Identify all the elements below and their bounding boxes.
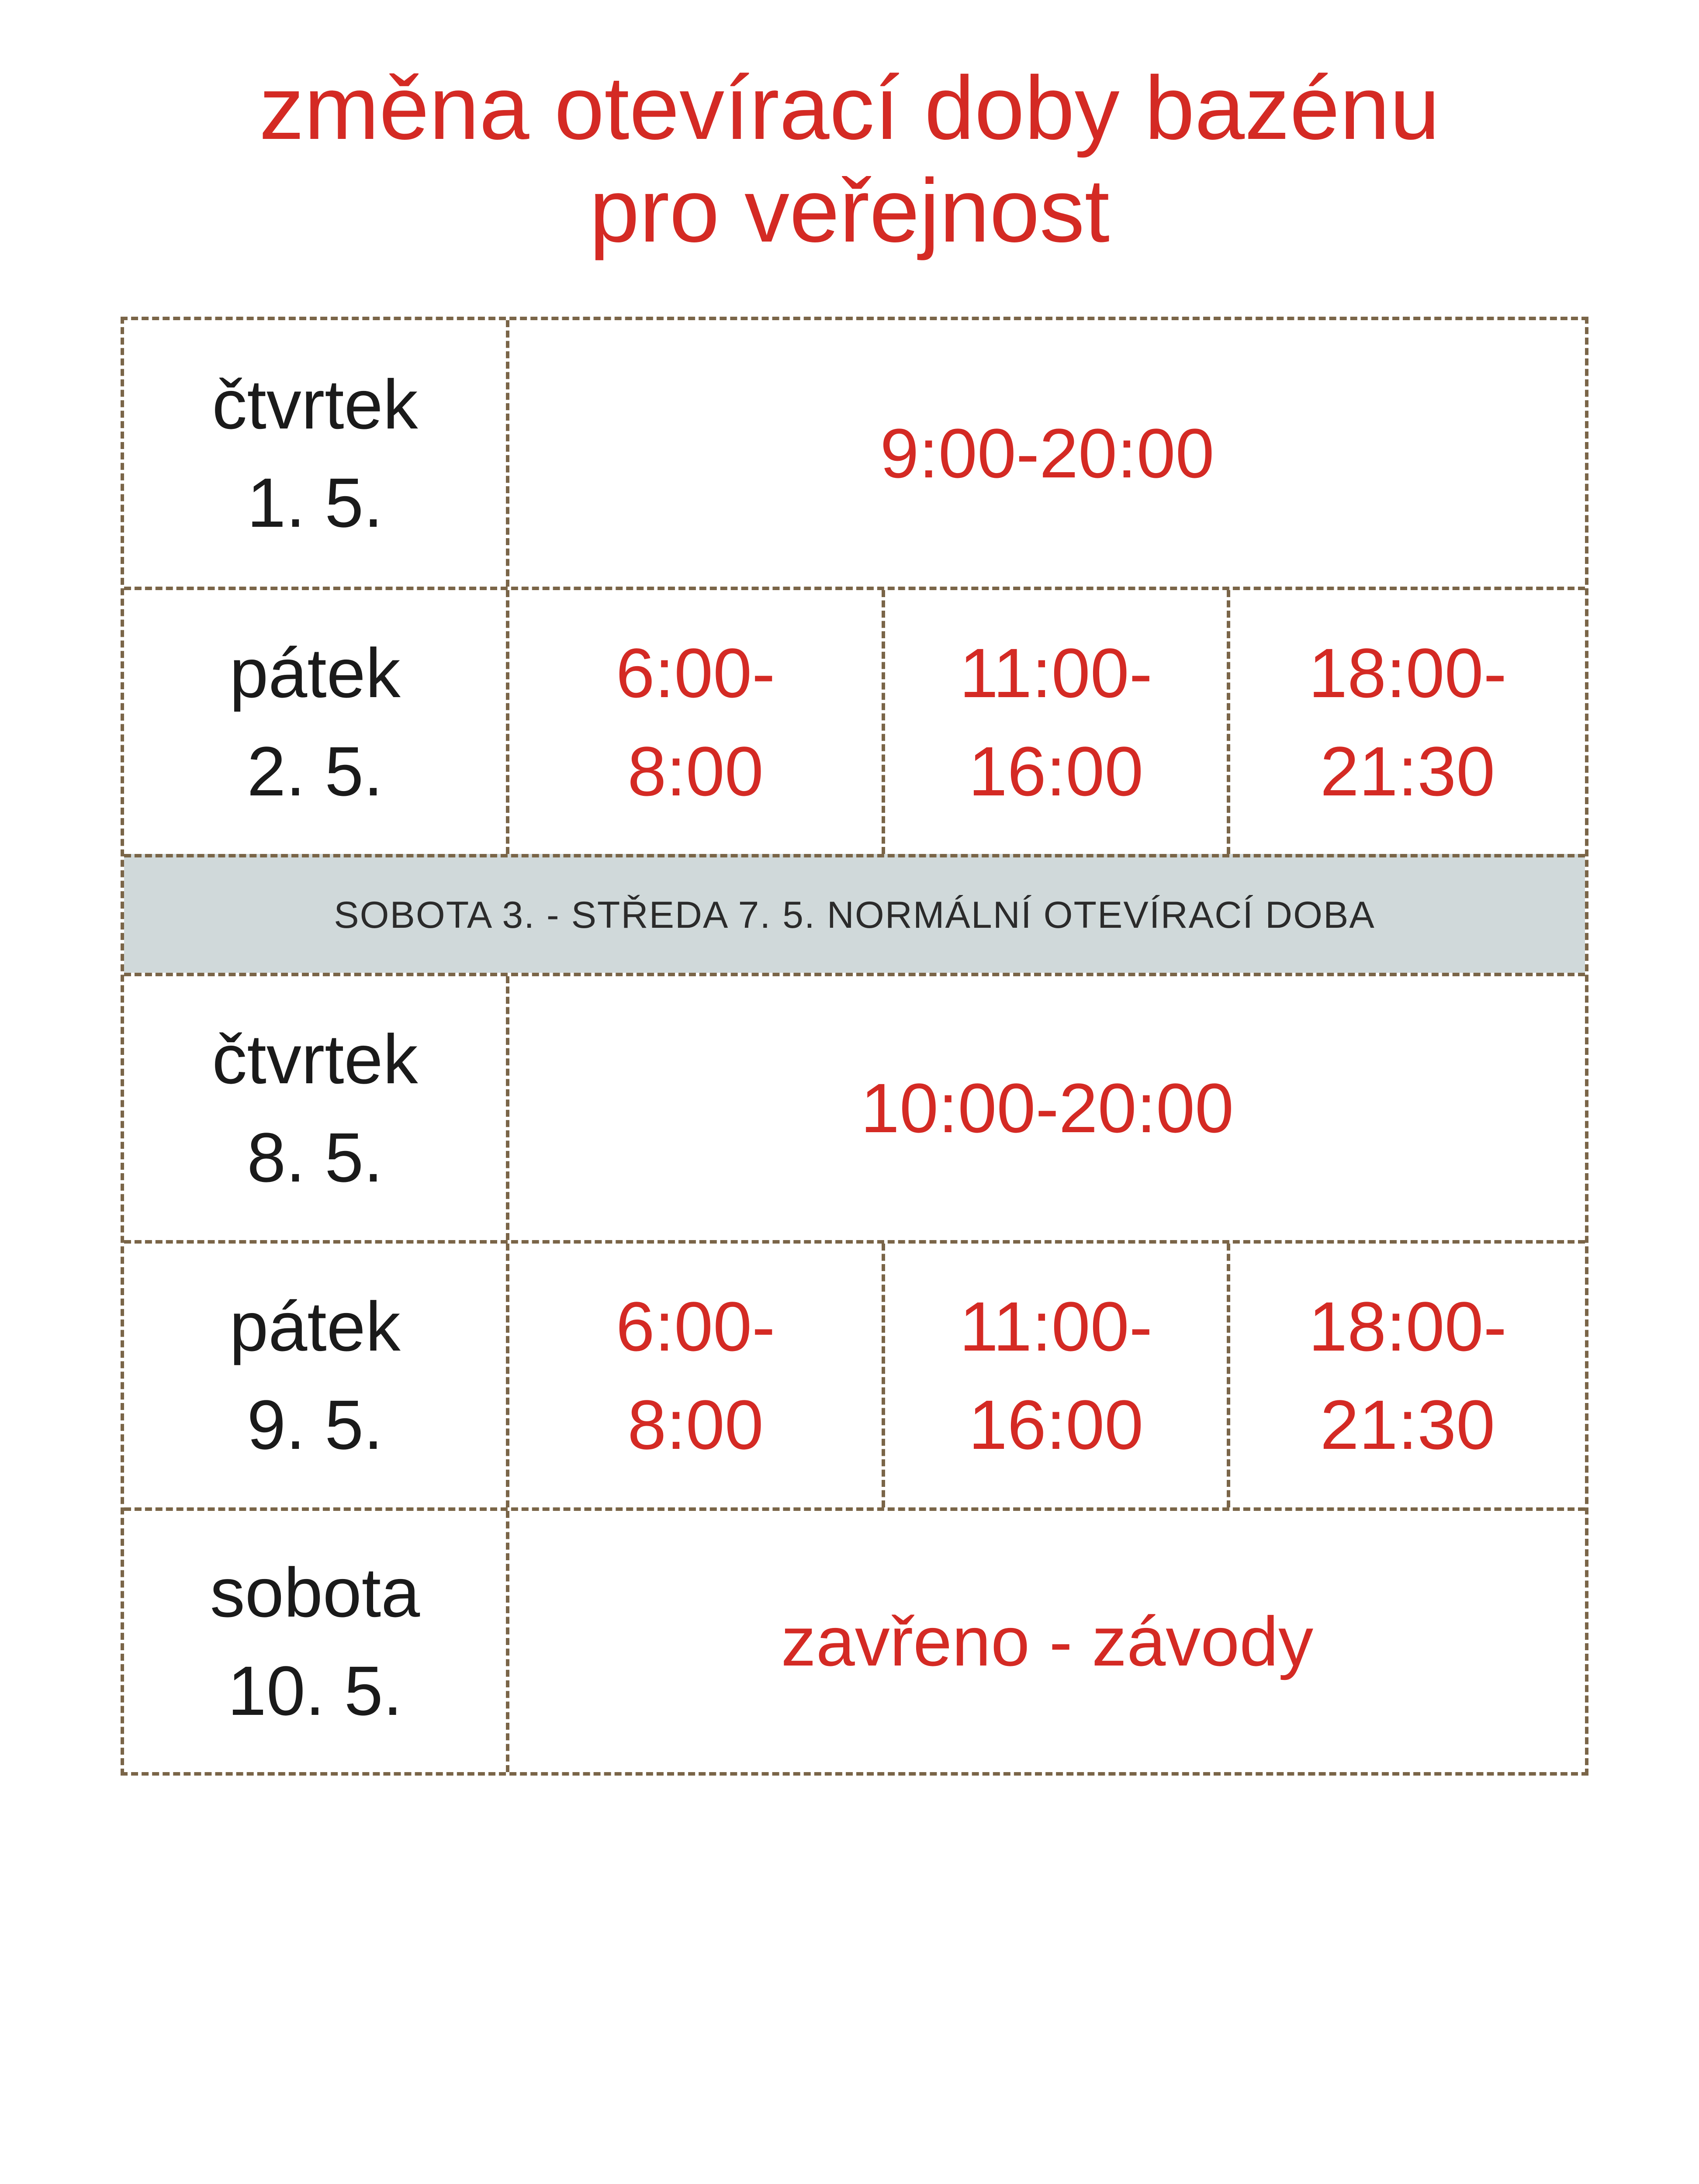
slot-end: 21:30 xyxy=(1320,1386,1495,1464)
title-line-2: pro veřejnost xyxy=(589,160,1110,261)
slot-start: 11:00- xyxy=(959,1287,1152,1365)
schedule-row xyxy=(124,320,1585,587)
slot-start: 11:00- xyxy=(959,634,1152,712)
slot-start: 6:00- xyxy=(616,634,775,712)
day-name: čtvrtek xyxy=(212,365,418,443)
schedule-row xyxy=(124,973,1585,1240)
schedule-row xyxy=(124,1507,1585,1772)
day-date: 2. 5. xyxy=(247,732,383,810)
schedule-table xyxy=(121,317,1588,1776)
day-name: sobota xyxy=(210,1553,420,1631)
day-date: 1. 5. xyxy=(247,463,383,542)
time-slot-midday xyxy=(885,1244,1230,1507)
band-text: SOBOTA 3. - STŘEDA 7. 5. NORMÁLNÍ OTEVÍRACÍ DOBA xyxy=(334,894,1375,936)
day-name: pátek xyxy=(229,634,401,712)
time-slot-evening xyxy=(1230,590,1585,854)
schedule-row xyxy=(124,1240,1585,1507)
normal-hours-band xyxy=(124,854,1585,973)
time-slot-morning xyxy=(509,1244,885,1507)
slot-start: 18:00- xyxy=(1308,634,1507,712)
title-line-1: změna otevírací doby bazénu xyxy=(259,58,1440,158)
day-name: čtvrtek xyxy=(212,1020,418,1098)
slot-end: 8:00 xyxy=(627,1386,764,1464)
time-slots xyxy=(509,590,1585,854)
day-cell xyxy=(124,590,509,854)
day-cell xyxy=(124,976,509,1240)
day-cell xyxy=(124,1511,509,1772)
day-cell xyxy=(124,320,509,587)
time-slot-midday xyxy=(885,590,1230,854)
day-name: pátek xyxy=(229,1287,401,1365)
time-slot-morning xyxy=(509,590,885,854)
slot-start: 6:00- xyxy=(616,1287,775,1365)
day-date: 10. 5. xyxy=(227,1652,403,1730)
slot-end: 8:00 xyxy=(627,732,764,810)
day-date: 9. 5. xyxy=(247,1386,383,1464)
time-slot-evening xyxy=(1230,1244,1585,1507)
slot-end: 16:00 xyxy=(968,732,1144,810)
day-cell xyxy=(124,1244,509,1507)
slot-start: 18:00- xyxy=(1308,1287,1507,1365)
opening-hours: 9:00-20:00 xyxy=(880,414,1215,492)
opening-hours: 10:00-20:00 xyxy=(860,1069,1234,1147)
page-title xyxy=(0,57,1699,262)
opening-hours: zavřeno - závody xyxy=(781,1602,1314,1680)
time-slots xyxy=(509,1244,1585,1507)
slot-end: 16:00 xyxy=(968,1386,1144,1464)
day-date: 8. 5. xyxy=(247,1118,383,1196)
slot-end: 21:30 xyxy=(1320,732,1495,810)
schedule-row xyxy=(124,587,1585,854)
